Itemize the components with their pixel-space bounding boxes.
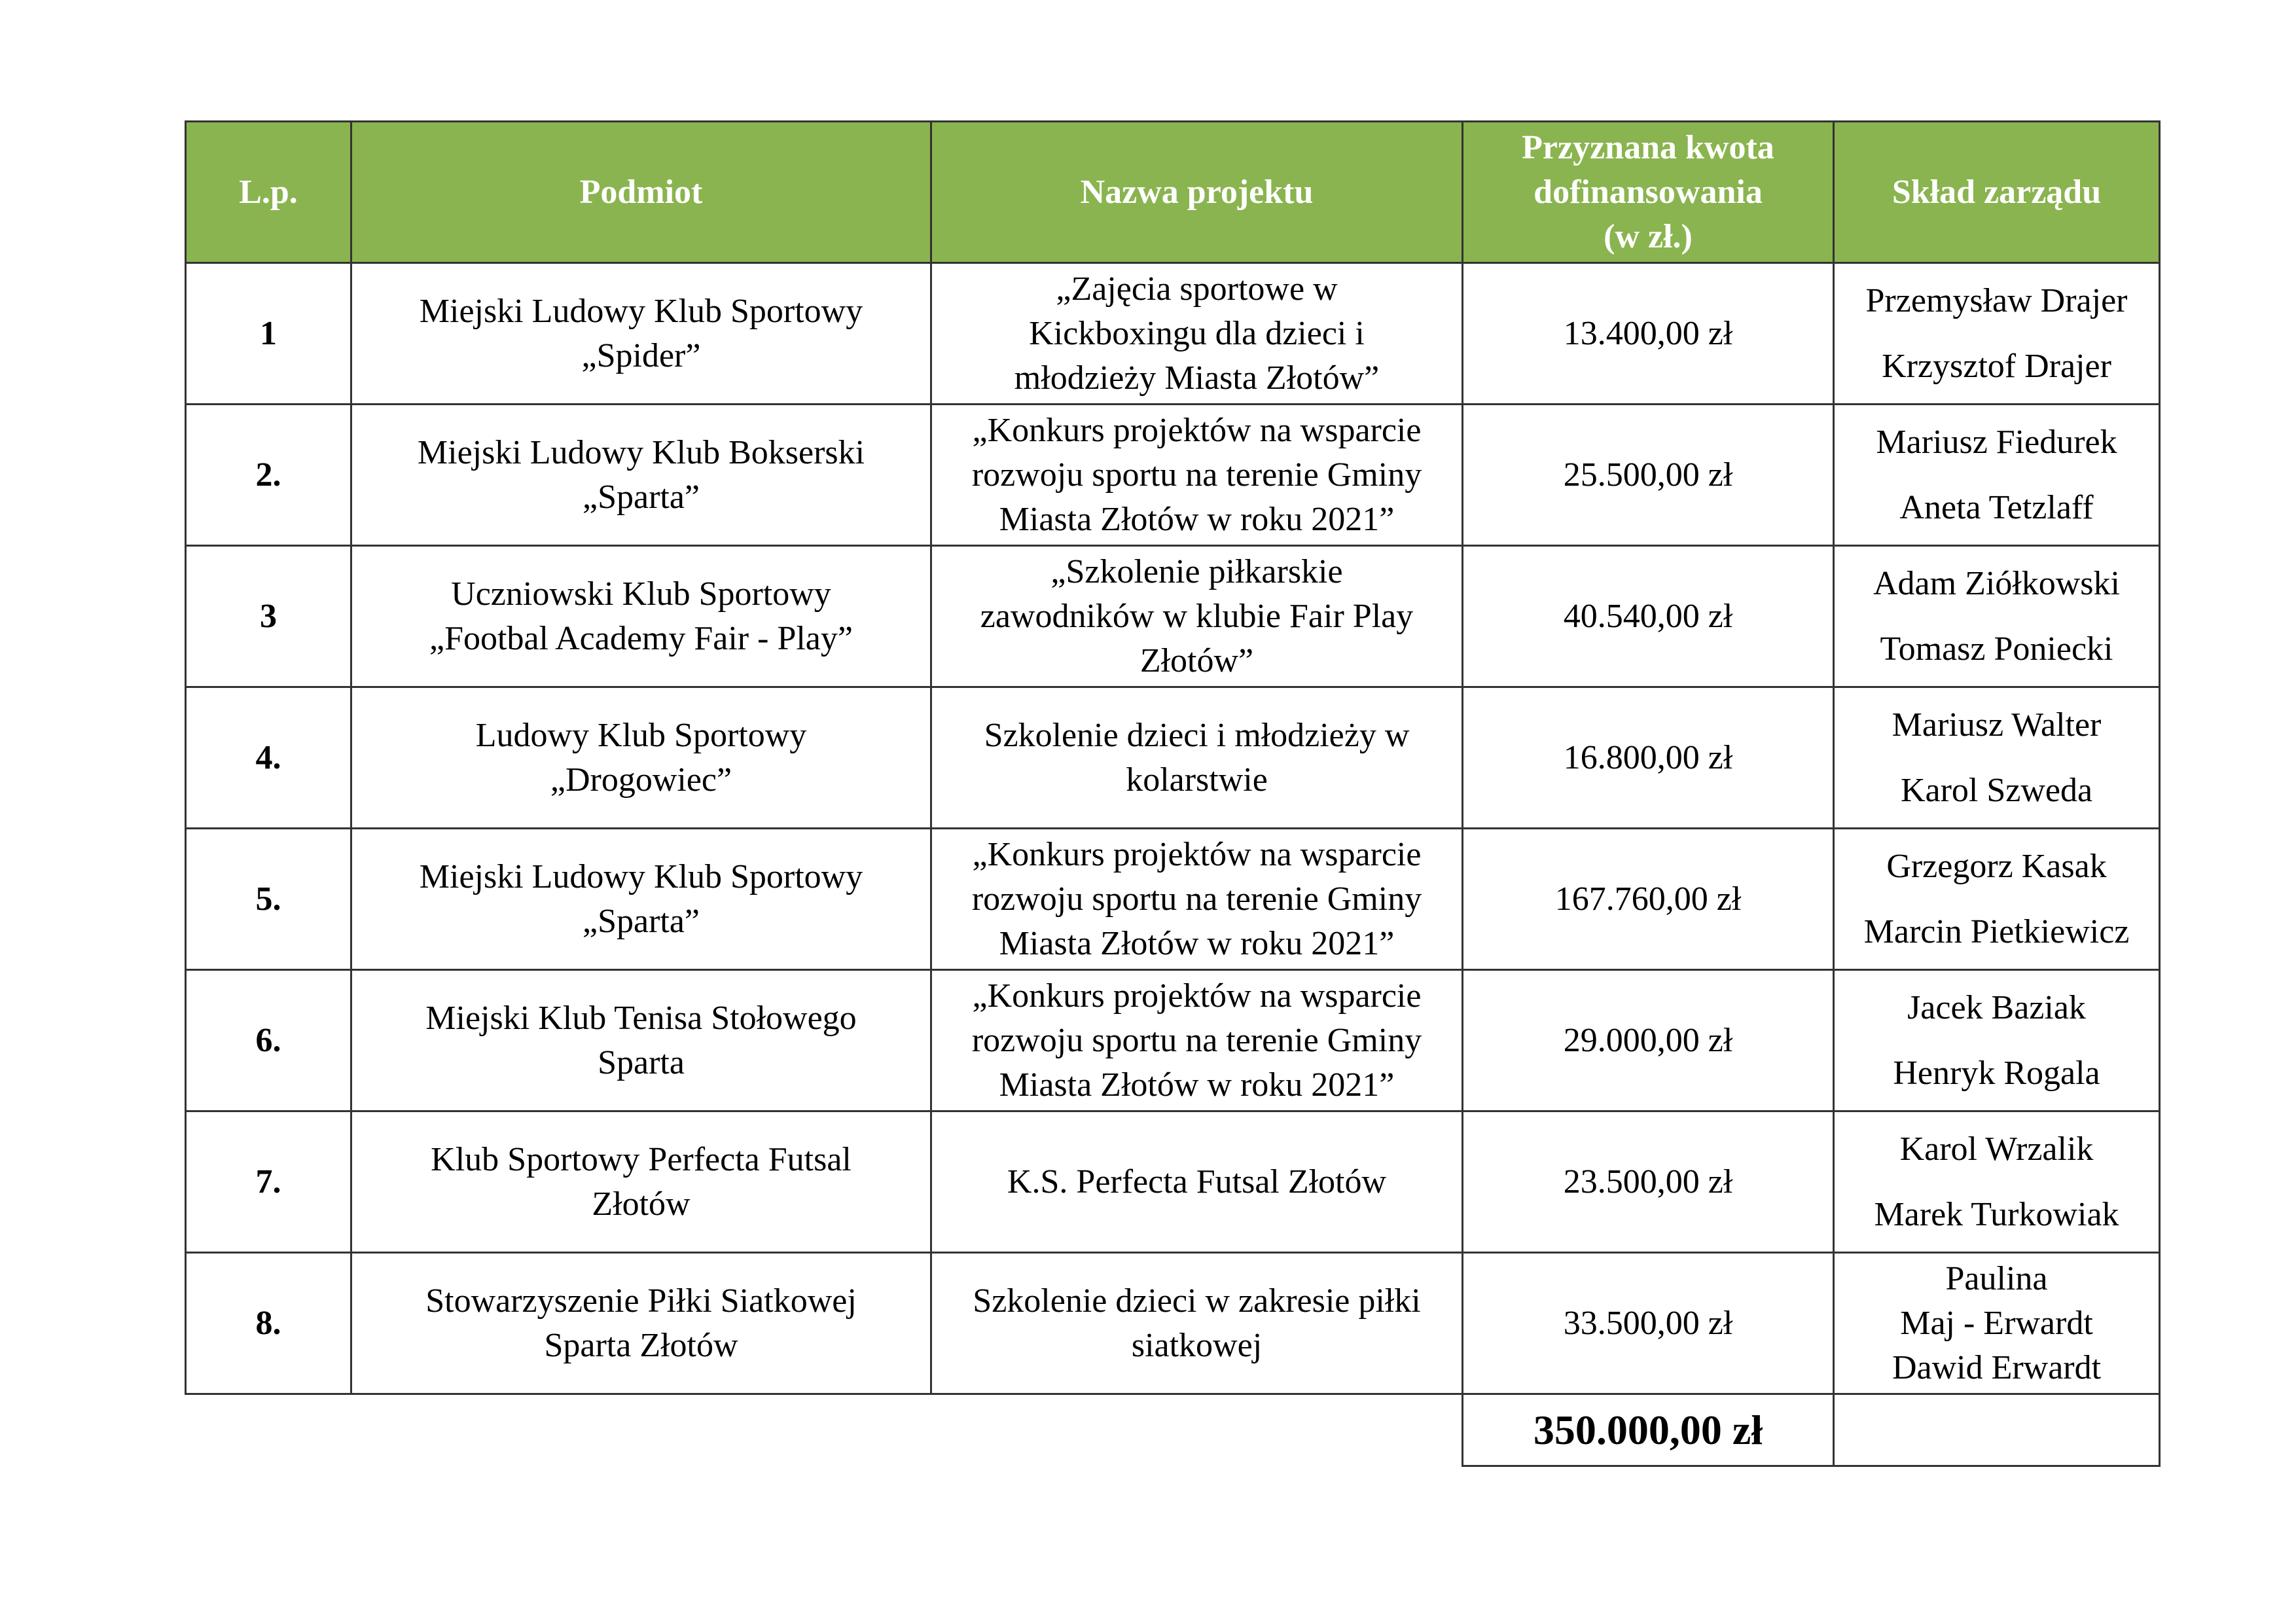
header-entity: Podmiot <box>351 122 931 263</box>
row-number: 2. <box>186 405 351 546</box>
board-member-line: Przemysław Drajer <box>1865 281 2128 319</box>
amount-cell: 167.760,00 zł <box>1463 829 1834 970</box>
table-row <box>186 405 2160 546</box>
board-member-cell <box>1834 263 2160 405</box>
project-cell <box>931 687 1463 829</box>
project-cell <box>931 1111 1463 1253</box>
project-line: młodzieży Miasta Złotów” <box>1014 359 1380 397</box>
entity-line: „Spider” <box>581 336 701 374</box>
entity-cell <box>351 829 931 970</box>
entity-line: Uczniowski Klub Sportowy <box>451 575 831 613</box>
project-line: rozwoju sportu na terenie Gminy <box>971 1021 1422 1059</box>
board-member-line: Karol Wrzalik <box>1899 1130 2094 1168</box>
board-member-line: Maj - Erwardt <box>1900 1304 2093 1342</box>
amount-cell: 13.400,00 zł <box>1463 263 1834 405</box>
board-member-line: Tomasz Poniecki <box>1880 630 2113 668</box>
total-row <box>186 1394 2160 1466</box>
project-line: Złotów” <box>1139 641 1254 679</box>
row-number: 4. <box>186 687 351 829</box>
header-board: Skład zarządu <box>1834 122 2160 263</box>
entity-line: Miejski Ludowy Klub Sportowy <box>419 292 863 330</box>
project-line: zawodników w klubie Fair Play <box>980 597 1414 635</box>
header-row <box>186 122 2160 263</box>
board-member-line: Adam Ziółkowski <box>1873 564 2120 602</box>
amount-cell: 33.500,00 zł <box>1463 1253 1834 1394</box>
project-line: „Konkurs projektów na wsparcie <box>972 835 1422 873</box>
board-member-line: Jacek Baziak <box>1907 988 2086 1026</box>
header-amount <box>1463 122 1834 263</box>
board-member-line: Aneta Tetzlaff <box>1899 488 2094 526</box>
entity-line: Sparta Złotów <box>544 1326 738 1364</box>
grant-table <box>185 120 2161 1467</box>
project-line: „Zajęcia sportowe w <box>1056 270 1338 308</box>
project-line: Kickboxingu dla dzieci i <box>1029 314 1365 352</box>
board-member-line: Karol Szweda <box>1900 771 2093 809</box>
table-row <box>186 1253 2160 1394</box>
entity-cell <box>351 1253 931 1394</box>
amount-cell: 25.500,00 zł <box>1463 405 1834 546</box>
project-cell <box>931 970 1463 1111</box>
board-member-line: Henryk Rogala <box>1893 1054 2100 1092</box>
header-lp: L.p. <box>186 122 351 263</box>
amount-cell: 29.000,00 zł <box>1463 970 1834 1111</box>
board-member-cell <box>1834 970 2160 1111</box>
header-amount-line3: (w zł.) <box>1604 217 1693 255</box>
total-board-empty <box>1834 1394 2160 1466</box>
entity-line: Miejski Ludowy Klub Bokserski <box>417 433 865 471</box>
project-cell <box>931 1253 1463 1394</box>
board-member-line: Mariusz Walter <box>1892 706 2102 744</box>
board-member-line: Marek Turkowiak <box>1874 1195 2119 1233</box>
board-member-cell <box>1834 829 2160 970</box>
project-line: „Konkurs projektów na wsparcie <box>972 977 1422 1015</box>
project-cell <box>931 405 1463 546</box>
entity-line: „Drogowiec” <box>550 761 732 799</box>
entity-line: Stowarzyszenie Piłki Siatkowej <box>425 1282 857 1320</box>
project-line: Miasta Złotów w roku 2021” <box>999 1066 1395 1104</box>
board-member-cell <box>1834 1253 2160 1394</box>
row-number: 5. <box>186 829 351 970</box>
board-member-line: Grzegorz Kasak <box>1886 847 2107 885</box>
table-row <box>186 970 2160 1111</box>
table-row <box>186 1111 2160 1253</box>
table-body <box>186 263 2160 1394</box>
board-member-cell <box>1834 1111 2160 1253</box>
project-line: „Szkolenie piłkarskie <box>1050 552 1343 590</box>
board-member-cell <box>1834 546 2160 687</box>
entity-line: Miejski Ludowy Klub Sportowy <box>419 857 863 895</box>
row-number: 6. <box>186 970 351 1111</box>
entity-cell <box>351 405 931 546</box>
row-number: 1 <box>186 263 351 405</box>
row-number: 3 <box>186 546 351 687</box>
project-cell <box>931 829 1463 970</box>
entity-cell <box>351 263 931 405</box>
total-spacer <box>931 1394 1463 1466</box>
entity-line: Klub Sportowy Perfecta Futsal <box>431 1140 852 1178</box>
entity-line: „Sparta” <box>582 902 700 940</box>
total-amount: 350.000,00 zł <box>1463 1394 1834 1466</box>
entity-line: Sparta <box>598 1043 685 1081</box>
table-row <box>186 687 2160 829</box>
entity-cell <box>351 687 931 829</box>
entity-line: Złotów <box>592 1185 691 1223</box>
project-line: kolarstwie <box>1126 761 1268 799</box>
project-line: siatkowej <box>1131 1326 1263 1364</box>
board-member-line: Paulina <box>1945 1259 2048 1297</box>
header-amount-line2: dofinansowania <box>1534 173 1763 211</box>
total-spacer <box>186 1394 351 1466</box>
row-number: 8. <box>186 1253 351 1394</box>
project-line: Szkolenie dzieci i młodzieży w <box>984 716 1410 754</box>
table-row <box>186 546 2160 687</box>
entity-line: Miejski Klub Tenisa Stołowego <box>425 999 857 1037</box>
board-member-line: Mariusz Fiedurek <box>1876 423 2117 461</box>
board-member-line: Dawid Erwardt <box>1892 1348 2102 1386</box>
total-spacer <box>351 1394 931 1466</box>
header-amount-line1: Przyznana kwota <box>1522 128 1774 166</box>
amount-cell: 23.500,00 zł <box>1463 1111 1834 1253</box>
project-cell <box>931 263 1463 405</box>
board-member-cell <box>1834 687 2160 829</box>
entity-line: Ludowy Klub Sportowy <box>475 716 807 754</box>
project-cell <box>931 546 1463 687</box>
entity-cell <box>351 546 931 687</box>
board-member-line: Krzysztof Drajer <box>1882 347 2111 385</box>
project-line: Miasta Złotów w roku 2021” <box>999 924 1395 962</box>
board-member-cell <box>1834 405 2160 546</box>
project-line: rozwoju sportu na terenie Gminy <box>971 880 1422 918</box>
entity-line: „Footbal Academy Fair - Play” <box>429 619 853 657</box>
project-line: Miasta Złotów w roku 2021” <box>999 500 1395 538</box>
header-project: Nazwa projektu <box>931 122 1463 263</box>
project-line: „Konkurs projektów na wsparcie <box>972 411 1422 449</box>
project-line: K.S. Perfecta Futsal Złotów <box>1007 1163 1387 1200</box>
table-row <box>186 829 2160 970</box>
table-row <box>186 263 2160 405</box>
entity-line: „Sparta” <box>582 478 700 516</box>
project-line: Szkolenie dzieci w zakresie piłki <box>973 1282 1421 1320</box>
row-number: 7. <box>186 1111 351 1253</box>
amount-cell: 40.540,00 zł <box>1463 546 1834 687</box>
board-member-line: Marcin Pietkiewicz <box>1863 912 2130 950</box>
project-line: rozwoju sportu na terenie Gminy <box>971 456 1422 494</box>
amount-cell: 16.800,00 zł <box>1463 687 1834 829</box>
entity-cell <box>351 970 931 1111</box>
entity-cell <box>351 1111 931 1253</box>
